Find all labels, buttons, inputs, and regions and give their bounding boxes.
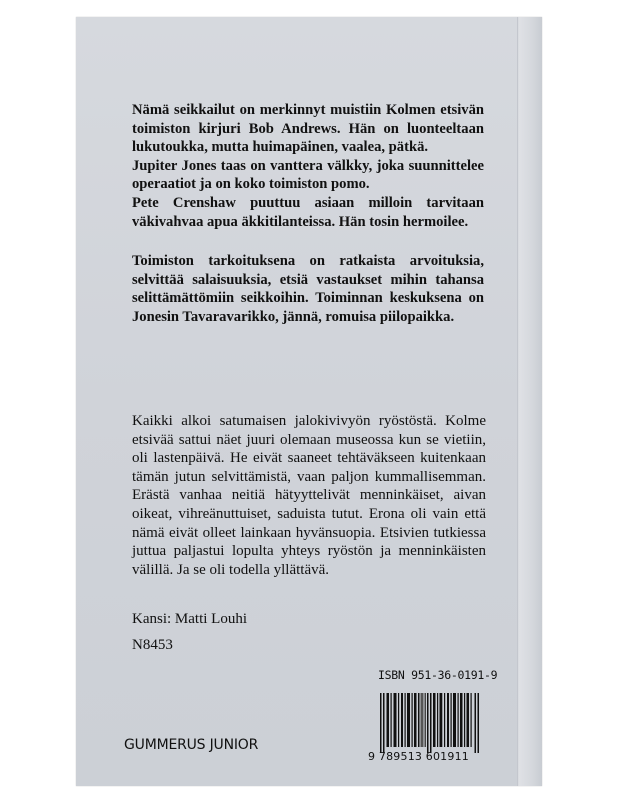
intro-paragraph-agency [132,252,484,326]
intro-bob-andrews: Nämä seikkailut on merkinnyt muistiin Kolmen etsivän toimiston kirjuri Bob Andrews. Hän on luonteeltaan lukutoukka, mutta huimapäinen, vaalea, pätkä. [132,102,484,156]
synopsis-text: Kaikki alkoi satumaisen jalokivivyön ryöstöstä. Kolme etsivää sattui näet juuri olemaan museossa kun se vietiin, oli lastenpäivä. He eivät saaneet tehtäväkseen kuitenkaan tämän jutun selvittämistä, vaan paljon kummallisemman. Erästä vanhaa neitiä hätyyttelivät menninkäiset, aivan oikeat, vihreänuttuiset, saduista tutut. Erona oli vain että nämä eivät olleet lainkaan hyvänsuopia. Etsivien tutkiessa juttua paljastui lopulta yhteys ryöstön ja menninkäisten välillä. Ja se oli todella yllättävä. [132,413,486,578]
intro-jupiter-jones: Jupiter Jones taas on vanttera välkky, joka suunnittelee operaatiot ja on koko toimiston pomo. [132,157,484,193]
synopsis-paragraph [132,412,486,579]
agency-description: Toimiston tarkoituksena on ratkaista arvoituksia, selvittää salaisuuksia, etsiä vastaukset mihin tahansa selittämättömiin seikkoihin. Toiminnan keskuksena on Jonesin Tavaravarikko, jännä, romuisa piilopaikka. [132,253,484,325]
product-code: N8453 [132,637,173,653]
publisher-name: GUMMERUS JUNIOR [124,737,259,753]
spine-edge [519,17,542,786]
intro-paragraph-characters [132,101,484,231]
cover-credit: Kansi: Matti Louhi [132,611,247,627]
barcode-icon [380,693,480,753]
isbn-label: ISBN 951-36-0191-9 [378,668,498,682]
barcode-number: 9 789513 601911 [368,750,469,763]
intro-pete-crenshaw: Pete Crenshaw puuttuu asiaan milloin tarvitaan väkivahvaa apua äkkitilanteissa. Hän tosin hermoilee. [132,194,484,230]
book-back-cover [76,17,542,786]
